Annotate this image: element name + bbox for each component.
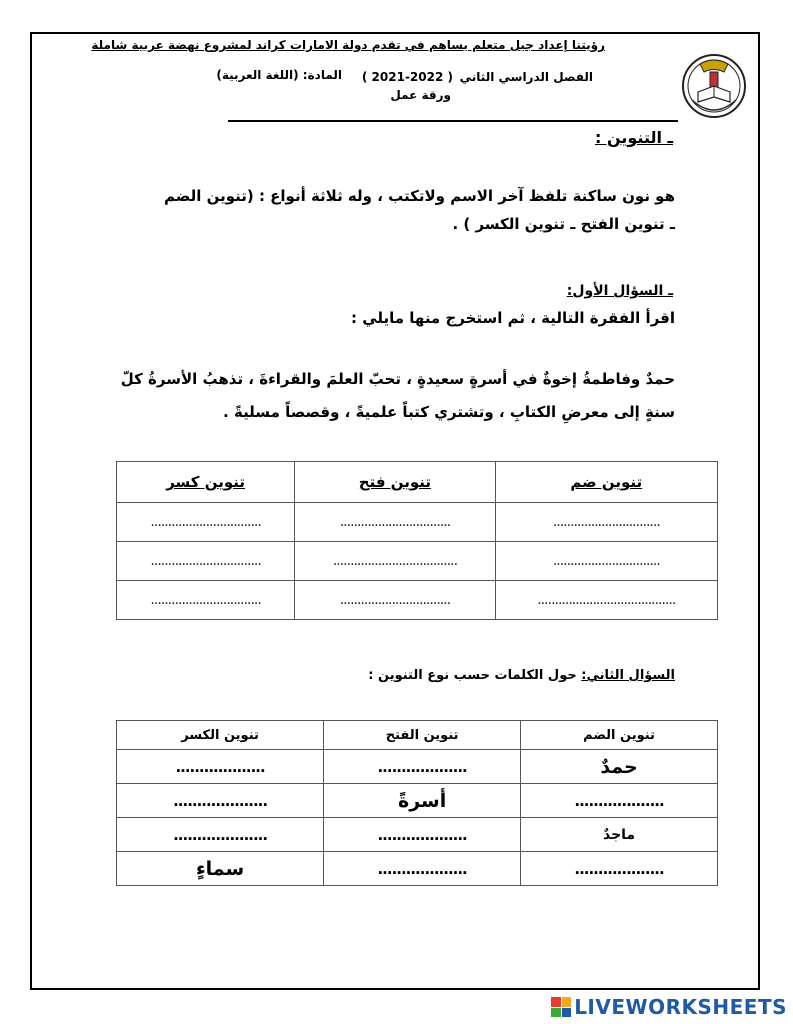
table-row	[117, 503, 718, 542]
school-vision: رؤيتنا إعداد جيل متعلم يساهم في تقدم دولة الامارات كراند لمشروع نهضة عربية شاملة	[91, 38, 605, 52]
answer-blank[interactable]: ...................	[324, 750, 521, 784]
worksheet-label: ورقة عمل	[390, 88, 451, 102]
column-header: تنوين ضم	[495, 462, 717, 503]
header-divider	[228, 120, 678, 122]
liveworksheets-wordmark: LIVEWORKSHEETS	[574, 995, 787, 1019]
table-header-row	[117, 721, 718, 750]
table-row	[117, 750, 718, 784]
answer-blank[interactable]: ....................................	[295, 542, 495, 581]
given-word: حمدٌ	[521, 750, 718, 784]
answer-blank[interactable]: ................................	[117, 503, 295, 542]
logo-square	[551, 1008, 561, 1018]
answer-blank[interactable]: ....................	[117, 818, 324, 852]
logo-square	[562, 997, 572, 1007]
definition-line-1: هو نون ساكنة تلفظ آخر الاسم ولاتكتب ، وله ثلاثة أنواع : (تنوين الضم	[164, 187, 675, 205]
answer-blank[interactable]: ...................	[324, 818, 521, 852]
subject-label: المادة: (اللغة العربية)	[216, 68, 342, 82]
answer-blank[interactable]: ........................................	[495, 581, 717, 620]
question2-title: السؤال الثاني:	[581, 668, 675, 683]
logo-square	[551, 997, 561, 1007]
liveworksheets-watermark	[551, 994, 787, 1020]
column-header: تنوين الفتح	[324, 721, 521, 750]
semester-label: الفصل الدراسي الثاني	[459, 70, 593, 84]
reading-paragraph-line-1: حمدٌ وفاطمةُ إخوةٌ في أسرةٍ سعيدةٍ ، تحبّ العلمَ والقراءةَ ، تذهبُ الأسرةُ كلّ	[120, 370, 675, 388]
question2-instruction: حول الكلمات حسب نوع التنوين :	[368, 668, 582, 683]
answer-blank[interactable]: ................................	[295, 503, 495, 542]
answer-blank[interactable]: ................................	[117, 581, 295, 620]
column-header: تنوين فتح	[295, 462, 495, 503]
table-row	[117, 581, 718, 620]
logo-square	[562, 1008, 572, 1018]
column-header: تنوين كسر	[117, 462, 295, 503]
table-row	[117, 542, 718, 581]
lesson-title: ـ التنوين :	[595, 128, 673, 147]
academic-year: ( 2021-2022 )	[361, 70, 453, 84]
definition-line-2: ـ تنوين الفتح ـ تنوين الكسر ) .	[452, 215, 675, 233]
question1-instruction: اقرأ الفقرة التالية ، ثم استخرج منها مايلي :	[350, 309, 675, 327]
question1-table	[116, 461, 718, 620]
answer-blank[interactable]: ...............................	[495, 503, 717, 542]
given-word: أسرةً	[324, 784, 521, 818]
given-word: ماجدٌ	[521, 818, 718, 852]
answer-blank[interactable]: ...............................	[495, 542, 717, 581]
table-row	[117, 784, 718, 818]
table-row	[117, 852, 718, 886]
table-row	[117, 818, 718, 852]
reading-paragraph-line-2: سنةٍ إلى معرضِ الكتابِ ، وتشتري كتباً علميةً ، وقصصاً مسليةً .	[223, 403, 675, 421]
answer-blank[interactable]: ...................	[521, 852, 718, 886]
answer-blank[interactable]: ...................	[521, 784, 718, 818]
question1-title: ـ السؤال الأول:	[566, 283, 673, 299]
column-header: تنوين الضم	[521, 721, 718, 750]
answer-blank[interactable]: ...................	[117, 750, 324, 784]
given-word: سماءٍ	[117, 852, 324, 886]
answer-blank[interactable]: ................................	[117, 542, 295, 581]
answer-blank[interactable]: ....................	[117, 784, 324, 818]
answer-blank[interactable]: ................................	[295, 581, 495, 620]
school-logo	[680, 50, 748, 120]
question2-table	[116, 720, 718, 886]
table-header-row	[117, 462, 718, 503]
answer-blank[interactable]: ...................	[324, 852, 521, 886]
liveworksheets-logo-icon	[551, 997, 571, 1017]
column-header: تنوين الكسر	[117, 721, 324, 750]
question2-heading	[368, 668, 675, 683]
